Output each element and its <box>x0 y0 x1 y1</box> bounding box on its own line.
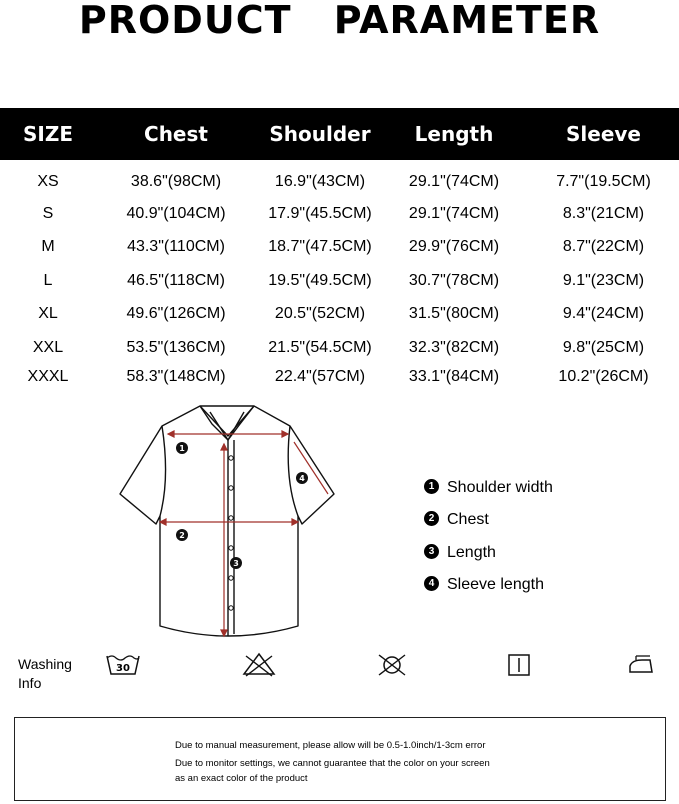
header-size: SIZE <box>22 122 73 146</box>
title-word-product: PRODUCT <box>78 0 292 42</box>
no-bleach-icon <box>240 650 278 680</box>
size-table-header <box>0 108 679 160</box>
shirt-measurement-diagram <box>112 398 342 648</box>
table-cell: 38.6"(98CM) <box>130 173 222 190</box>
legend-label: Shoulder width <box>447 479 553 496</box>
table-cell: 16.9"(43CM) <box>274 173 366 190</box>
marker-2-label: 2 <box>179 531 185 540</box>
table-cell: 7.7"(19.5CM) <box>556 173 651 190</box>
header-chest: Chest <box>144 122 208 146</box>
legend-label: Sleeve length <box>447 576 544 593</box>
legend-number-icon: 4 <box>424 576 439 591</box>
legend-number-icon: 2 <box>424 511 439 526</box>
legend-item <box>424 573 644 597</box>
shirt-collar <box>200 406 254 436</box>
legend-label: Length <box>447 544 496 561</box>
button-dot <box>229 576 233 580</box>
table-cell: 53.5"(136CM) <box>126 339 226 356</box>
sleeve-measure-line <box>294 442 328 494</box>
marker-1-label: 1 <box>179 444 185 453</box>
table-cell: 9.4"(24CM) <box>562 305 645 322</box>
table-cell: 58.3"(148CM) <box>126 368 226 385</box>
legend-item <box>424 476 644 500</box>
table-cell: 10.2"(26CM) <box>558 368 649 385</box>
legend-label: Chest <box>447 511 489 528</box>
notice-box <box>14 717 666 801</box>
table-row <box>0 167 679 197</box>
table-cell: 29.1"(74CM) <box>408 173 500 190</box>
table-cell: 8.7"(22CM) <box>562 238 645 255</box>
table-cell: XL <box>38 305 58 322</box>
table-cell: XXL <box>32 339 64 356</box>
line-dry-icon <box>500 650 538 680</box>
table-row <box>0 266 679 296</box>
table-cell: 32.3"(82CM) <box>408 339 500 356</box>
table-cell: 43.3"(110CM) <box>127 238 225 255</box>
header-sleeve: Sleeve <box>566 122 641 146</box>
notice-line-2: Due to monitor settings, we cannot guarantee that the color on your screen <box>175 758 490 769</box>
table-cell: 9.1"(23CM) <box>562 272 645 289</box>
title-word-parameter: PARAMETER <box>333 0 601 42</box>
header-length: Length <box>414 122 494 146</box>
wash-temp-label: 30 <box>116 663 130 674</box>
table-cell: 31.5"(80CM) <box>408 305 500 322</box>
table-cell: 22.4"(57CM) <box>274 368 366 385</box>
marker-3-label: 3 <box>233 559 239 568</box>
header-shoulder: Shoulder <box>269 122 371 146</box>
table-cell: XXXL <box>27 368 69 385</box>
table-cell: 33.1"(84CM) <box>408 368 500 385</box>
table-cell: 46.5"(118CM) <box>127 272 225 289</box>
button-dot <box>229 516 233 520</box>
legend-number-icon: 1 <box>424 479 439 494</box>
table-cell: 8.3"(21CM) <box>562 205 645 222</box>
table-cell: S <box>42 205 54 222</box>
table-cell: 17.9"(45.5CM) <box>268 205 372 222</box>
notice-line-3: as an exact color of the product <box>175 773 308 784</box>
table-row <box>0 199 679 229</box>
table-cell: L <box>43 272 53 289</box>
table-cell: 9.8"(25CM) <box>562 339 645 356</box>
table-cell: XS <box>37 173 59 190</box>
table-cell: 40.9"(104CM) <box>126 205 226 222</box>
marker-4-label: 4 <box>299 474 305 483</box>
no-tumble-dry-icon <box>373 650 411 680</box>
table-cell: 30.7"(78CM) <box>408 272 500 289</box>
button-dot <box>229 546 233 550</box>
button-dot <box>229 456 233 460</box>
legend-item <box>424 508 644 532</box>
button-dot <box>229 486 233 490</box>
table-cell: 29.9"(76CM) <box>408 238 500 255</box>
notice-line-1: Due to manual measurement, please allow will be 0.5-1.0inch/1-3cm error <box>175 740 486 751</box>
iron-icon <box>622 650 660 680</box>
page-title <box>0 0 679 40</box>
table-cell: 19.5"(49.5CM) <box>268 272 372 289</box>
table-cell: 29.1"(74CM) <box>408 205 500 222</box>
table-row <box>0 362 679 392</box>
legend-number-icon: 3 <box>424 544 439 559</box>
table-row <box>0 333 679 363</box>
legend-item <box>424 541 644 565</box>
table-row <box>0 299 679 329</box>
washing-info-label: Washing Info <box>18 656 72 691</box>
table-cell: 18.7"(47.5CM) <box>268 238 372 255</box>
table-cell: M <box>41 238 55 255</box>
button-dot <box>229 606 233 610</box>
shirt-outline <box>120 406 334 636</box>
table-cell: 21.5"(54.5CM) <box>268 339 372 356</box>
table-cell: 49.6"(126CM) <box>126 305 226 322</box>
table-row <box>0 232 679 262</box>
wash-30-icon <box>104 650 142 680</box>
table-cell: 20.5"(52CM) <box>274 305 366 322</box>
